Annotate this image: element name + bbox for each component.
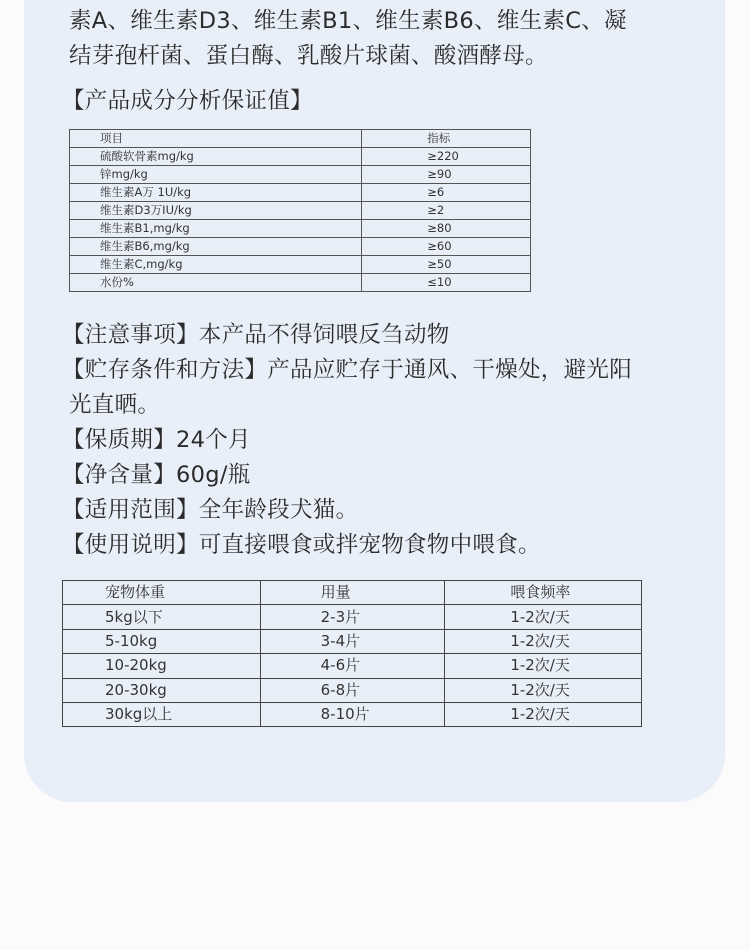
ingredients-line-2: 结芽孢杆菌、蛋白酶、乳酸片球菌、酸酒酵母。 <box>69 43 548 69</box>
frequency-cell: 1-2次/天 <box>445 678 642 702</box>
item-cell: 维生素B6,mg/kg <box>70 238 362 256</box>
dosage-cell: 6-8片 <box>260 678 445 702</box>
table-header-row <box>70 130 531 148</box>
table-row <box>70 256 531 274</box>
frequency-cell: 1-2次/天 <box>445 702 642 726</box>
feeding-table <box>62 580 642 727</box>
scope-note: 【适用范围】全年龄段犬猫。 <box>62 497 359 523</box>
value-cell: ≥50 <box>362 256 531 274</box>
table-row <box>63 702 642 726</box>
header-cell-item: 项目 <box>70 130 362 148</box>
frequency-cell: 1-2次/天 <box>445 629 642 653</box>
dosage-cell: 8-10片 <box>260 702 445 726</box>
item-cell: 维生素A万 1U/kg <box>70 184 362 202</box>
net-content-note: 【净含量】60g/瓶 <box>62 462 251 488</box>
weight-cell: 10-20kg <box>63 654 261 678</box>
weight-cell: 5-10kg <box>63 629 261 653</box>
value-cell: ≥80 <box>362 220 531 238</box>
weight-cell: 30kg以上 <box>63 702 261 726</box>
header-cell-weight: 宠物体重 <box>63 581 261 605</box>
table-row <box>63 629 642 653</box>
storage-note-line-1: 【贮存条件和方法】产品应贮存于通风、干燥处，避光阳 <box>62 357 633 383</box>
dosage-cell: 3-4片 <box>260 629 445 653</box>
table-row <box>63 654 642 678</box>
item-cell: 维生素C,mg/kg <box>70 256 362 274</box>
value-cell: ≥2 <box>362 202 531 220</box>
dosage-cell: 4-6片 <box>260 654 445 678</box>
table-row <box>70 166 531 184</box>
analysis-table <box>69 129 531 292</box>
table-row <box>63 605 642 629</box>
value-cell: ≥220 <box>362 148 531 166</box>
table-row <box>70 238 531 256</box>
value-cell: ≥60 <box>362 238 531 256</box>
header-cell-value: 指标 <box>362 130 531 148</box>
item-cell: 水份% <box>70 274 362 292</box>
weight-cell: 5kg以下 <box>63 605 261 629</box>
ingredients-line-1: 素A、维生素D3、维生素B1、维生素B6、维生素C、凝 <box>69 8 627 34</box>
caution-note: 【注意事项】本产品不得饲喂反刍动物 <box>62 322 450 348</box>
item-cell: 维生素B1,mg/kg <box>70 220 362 238</box>
table-row <box>70 274 531 292</box>
table-row <box>70 184 531 202</box>
analysis-heading: 【产品成分分析保证值】 <box>62 88 313 114</box>
table-row <box>70 202 531 220</box>
usage-note: 【使用说明】可直接喂食或拌宠物食物中喂食。 <box>62 532 541 558</box>
shelf-life-note: 【保质期】24个月 <box>62 427 251 453</box>
header-cell-dosage: 用量 <box>260 581 445 605</box>
value-cell: ≤10 <box>362 274 531 292</box>
table-row <box>63 678 642 702</box>
table-row <box>70 220 531 238</box>
table-header-row <box>63 581 642 605</box>
frequency-cell: 1-2次/天 <box>445 654 642 678</box>
item-cell: 硫酸软骨素mg/kg <box>70 148 362 166</box>
weight-cell: 20-30kg <box>63 678 261 702</box>
dosage-cell: 2-3片 <box>260 605 445 629</box>
table-row <box>70 148 531 166</box>
frequency-cell: 1-2次/天 <box>445 605 642 629</box>
item-cell: 维生素D3万IU/kg <box>70 202 362 220</box>
header-cell-frequency: 喂食频率 <box>445 581 642 605</box>
item-cell: 锌mg/kg <box>70 166 362 184</box>
storage-note-line-2: 光直晒。 <box>69 392 161 418</box>
value-cell: ≥6 <box>362 184 531 202</box>
value-cell: ≥90 <box>362 166 531 184</box>
